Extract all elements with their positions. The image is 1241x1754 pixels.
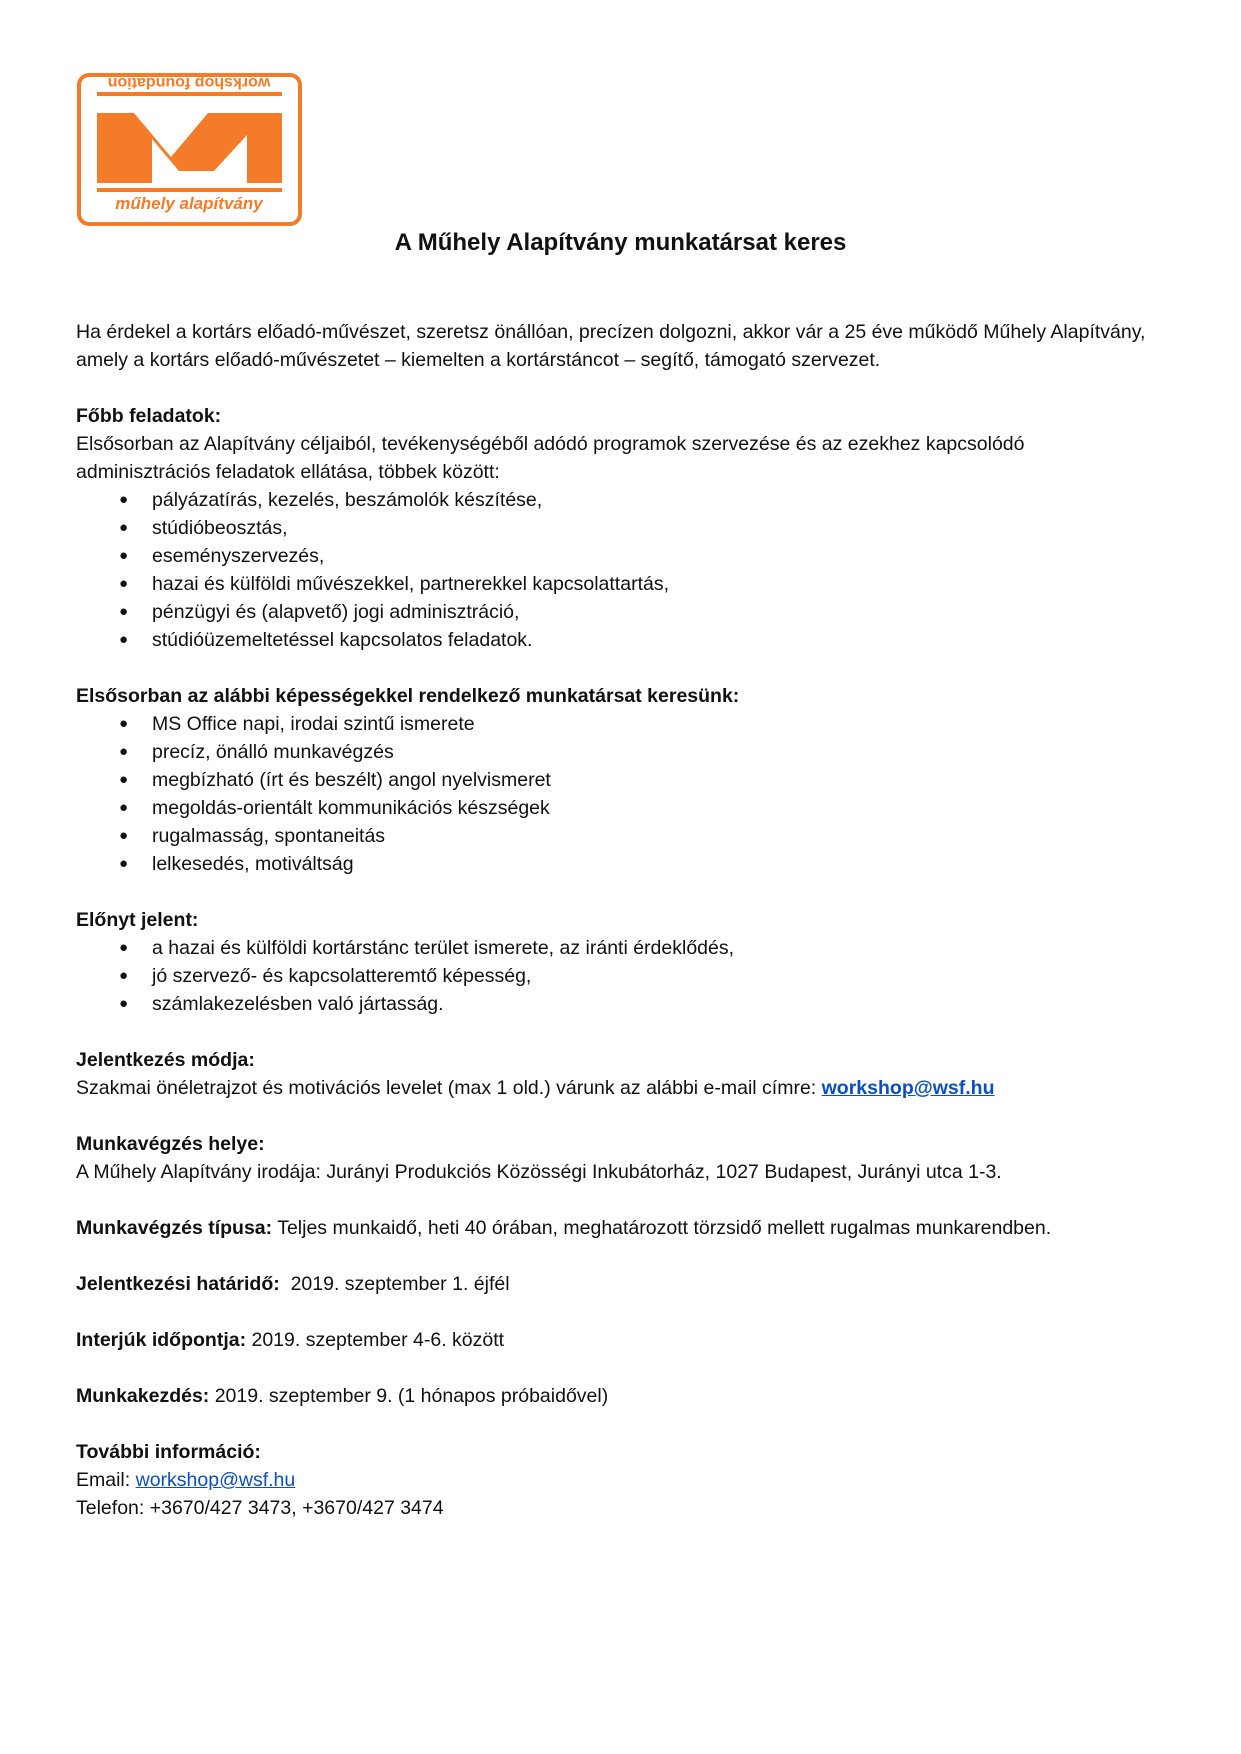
deadline-label: Jelentkezési határidő: <box>76 1273 280 1295</box>
list-item: ● számlakezelésben való jártasság. <box>76 990 1156 1018</box>
info-email-line <box>76 1466 1156 1494</box>
list-item: ● pénzügyi és (alapvető) jogi adminisztráció, <box>76 598 1156 626</box>
muhely-logo-mark <box>77 73 302 226</box>
tasks-heading: Főbb feladatok: <box>76 405 222 427</box>
info-email-link[interactable]: workshop@wsf.hu <box>135 1469 296 1491</box>
list-item: ● megoldás-orientált kommunikációs készségek <box>76 794 1156 822</box>
list-item: ● MS Office napi, irodai szintű ismerete <box>76 710 1156 738</box>
list-item: ● jó szervező- és kapcsolatteremtő képesség, <box>76 962 1156 990</box>
apply-heading: Jelentkezés módja: <box>76 1049 255 1071</box>
list-item: ● pályázatírás, kezelés, beszámolók készítése, <box>76 486 1156 514</box>
deadline-text: 2019. szeptember 1. éjfél <box>279 1273 510 1295</box>
apply-text-body: Szakmai önéletrajzot és motivációs levelet (max 1 old.) várunk az alábbi e-mail címre: <box>76 1077 822 1099</box>
logo-top-text: workshop foundation <box>107 74 271 91</box>
worktype-line <box>76 1214 1156 1242</box>
list-item: ● stúdióüzemeltetéssel kapcsolatos feladatok. <box>76 626 1156 654</box>
list-item: ● eseményszervezés, <box>76 542 1156 570</box>
page-title: A Műhely Alapítvány munkatársat keres <box>394 229 847 256</box>
deadline-line <box>76 1270 1156 1298</box>
interview-text: 2019. szeptember 4-6. között <box>246 1329 505 1351</box>
list-item: ● hazai és külföldi művészekkel, partnerekkel kapcsolattartás, <box>76 570 1156 598</box>
advantage-heading: Előnyt jelent: <box>76 909 199 931</box>
skills-heading: Elsősorban az alábbi képességekkel rendelkező munkatársat keresünk: <box>76 685 740 707</box>
location-text: A Műhely Alapítvány irodája: Jurányi Produkciós Közösségi Inkubátorház, 1027 Budapest, Jurányi utca 1-3. <box>76 1161 1002 1183</box>
info-heading: További információ: <box>76 1441 261 1463</box>
intro-paragraph: Ha érdekel a kortárs előadó-művészet, szeretsz önállóan, precízen dolgozni, akkor vár a 25 éve működő Műhely Alapítvány, amely a kortárs előadó-művészetet – kiemelten a kortárstáncot – segítő, támogató szervezet. <box>76 321 1146 371</box>
skills-list <box>76 710 1156 878</box>
list-item: ● stúdióbeosztás, <box>76 514 1156 542</box>
list-item: ● lelkesedés, motiváltság <box>76 850 1156 878</box>
list-item: ● a hazai és külföldi kortárstánc terület ismerete, az iránti érdeklődés, <box>76 934 1156 962</box>
tasks-text: Elsősorban az Alapítvány céljaiból, tevékenységéből adódó programok szervezése és az ezekhez kapcsolódó adminisztrációs feladatok ellátása, többek között: <box>76 433 1025 483</box>
info-phone: Telefon: +3670/427 3473, +3670/427 3474 <box>76 1497 444 1519</box>
logo-bottom-text: műhely alapítvány <box>115 194 263 213</box>
info-email-label: Email: <box>76 1469 136 1491</box>
interview-line <box>76 1326 1156 1354</box>
location-heading: Munkavégzés helye: <box>76 1133 265 1155</box>
tasks-list <box>76 486 1156 654</box>
start-text: 2019. szeptember 9. (1 hónapos próbaidővel) <box>209 1385 609 1407</box>
list-item: ● precíz, önálló munkavégzés <box>76 738 1156 766</box>
muhely-logo <box>77 73 302 226</box>
interview-label: Interjúk időpontja: <box>76 1329 247 1351</box>
worktype-label: Munkavégzés típusa: <box>76 1217 273 1239</box>
start-label: Munkakezdés: <box>76 1385 210 1407</box>
worktype-text: Teljes munkaidő, heti 40 órában, meghatározott törzsidő mellett rugalmas munkarendben. <box>272 1217 1052 1239</box>
list-item: ● rugalmasság, spontaneitás <box>76 822 1156 850</box>
apply-text <box>76 1074 1156 1102</box>
start-line <box>76 1382 1156 1410</box>
list-item: ● megbízható (írt és beszélt) angol nyelvismeret <box>76 766 1156 794</box>
advantage-list <box>76 934 1156 1018</box>
document-body <box>76 318 1156 1522</box>
apply-email-link[interactable]: workshop@wsf.hu <box>821 1077 995 1099</box>
